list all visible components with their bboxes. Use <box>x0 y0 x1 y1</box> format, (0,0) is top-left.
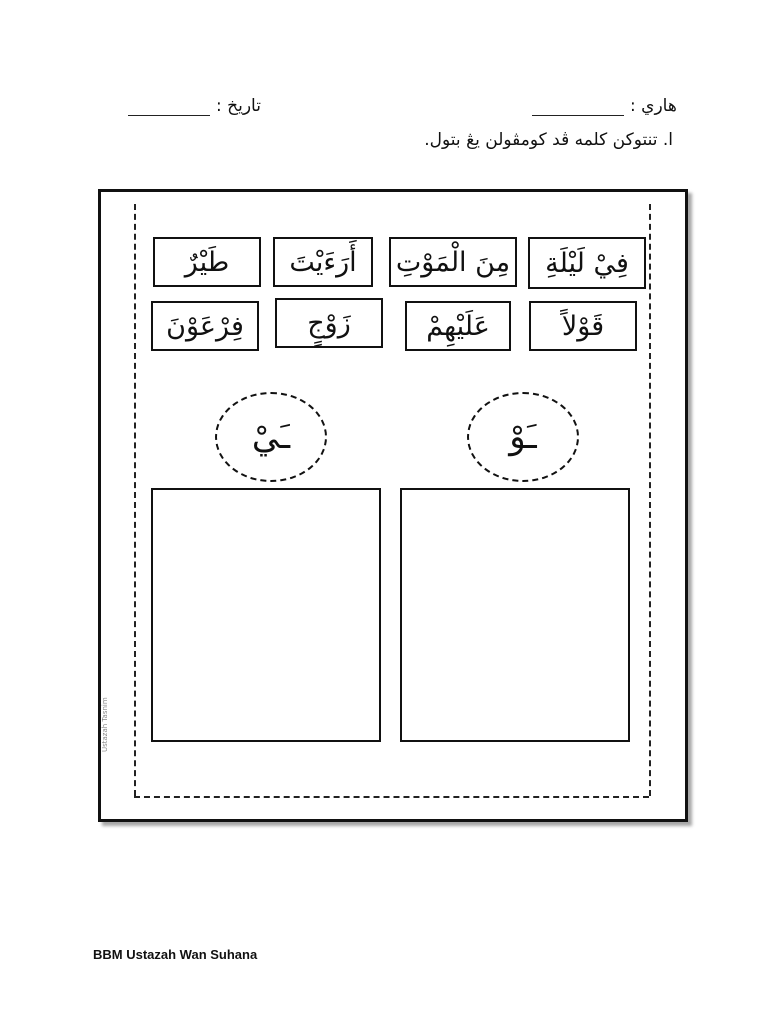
word-tile-2[interactable]: مِنَ الْمَوْتِ <box>389 237 517 287</box>
cut-line-left <box>134 204 136 796</box>
word-tile-7[interactable]: زَوْجٍ <box>275 298 383 348</box>
drop-box-waw[interactable] <box>400 488 630 742</box>
watermark-text: Ustazah Tasnim <box>101 697 109 752</box>
word-tile-8[interactable]: فِرْعَوْنَ <box>151 301 259 351</box>
word-tile-4[interactable]: طَيْرٌ <box>153 237 261 287</box>
date-field <box>128 88 261 116</box>
word-tile-1[interactable]: فِيْ لَيْلَةِ <box>528 237 646 289</box>
ending-bubble-ya: ـَيْ <box>215 392 327 482</box>
date-label: تاريخ : <box>216 96 261 116</box>
footer-credit: BBM Ustazah Wan Suhana <box>93 947 258 962</box>
cut-line-right <box>649 204 651 796</box>
ending-bubble-waw: ـَوْ <box>467 392 579 482</box>
word-tile-6[interactable]: عَلَيْهِمْ <box>405 301 511 351</box>
instruction-text: ا. تنتوكن كلمه ڤد كومڤولن يڠ بتول. <box>424 130 673 150</box>
word-tile-5[interactable]: قَوْلاً <box>529 301 637 351</box>
date-blank-line[interactable] <box>128 95 210 116</box>
day-label: هاري : <box>630 96 677 116</box>
cut-line-bottom <box>134 796 649 798</box>
activity-card <box>98 189 688 822</box>
day-field <box>532 88 677 116</box>
drop-box-ya[interactable] <box>151 488 381 742</box>
word-tile-3[interactable]: أَرَءَيْتَ <box>273 237 373 287</box>
day-blank-line[interactable] <box>532 95 624 116</box>
